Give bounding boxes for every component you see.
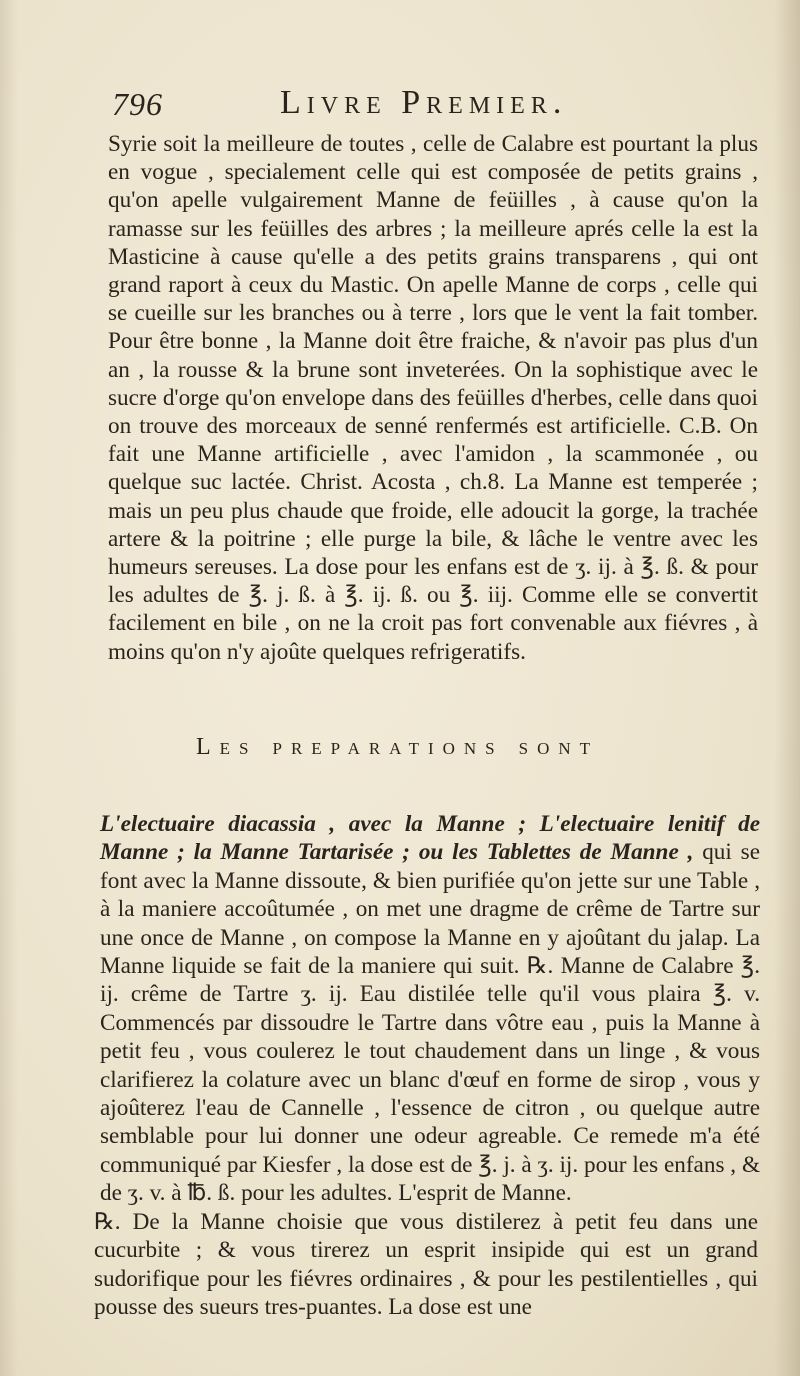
page-header [112, 80, 632, 124]
running-head: Livre Premier. [280, 84, 568, 121]
page-shadow-right [774, 0, 800, 1376]
preparation-description: qui se font avec la Manne dissoute, & bien purifiée qu'on jette sur une Table , à la maniere accoûtumée , on met une dragme de crême de Tartre sur une once de Manne , on compose la Manne en y ajoûtant du jalap. La Manne liquide se fait de la maniere qui suit. ℞. Manne de Calabre ℥. ij. crême de Tartre ʒ. ij. Eau distilée telle qu'il vous plaira ℥. v. Commencés par dissoudre le Tartre dans vôtre eau , puis la Manne à petit feu , vous coulerez le tout chaudement dans un linge , & vous clarifierez la colature avec un blanc d'œuf en forme de sirop , vous y ajoûterez l'eau de Cannelle , l'essence de citron , ou quelque autre semblable pour lui donner une odeur agreable. Ce remede m'a été communiqué par Kiesfer , la dose est de ℥. j. à ʒ. ij. pour les enfans , & de ʒ. v. à ℔. ß. pour les adultes. L'esprit de Manne. [100, 839, 760, 1207]
paragraph-manna-description [108, 130, 758, 666]
paragraph-preparations-text [100, 810, 760, 1208]
paragraph-preparations [100, 810, 760, 1208]
paragraph-spirit-of-manna [94, 1208, 758, 1322]
section-heading: Les preparations sont [196, 734, 600, 760]
page-number: 796 [112, 86, 163, 122]
preparation-names: L'electuaire diacassia , avec la Manne ; L'electuaire lenitif de Manne ; la Manne Tartarisée ; ou les Tablettes de Manne , [100, 811, 760, 866]
paragraph-spirit-text: ℞. De la Manne choisie que vous distilerez à petit feu dans une cucurbite ; & vous tirerez un esprit insipide qui est un grand sudorifique pour les fiévres ordinaires , & pour les pestilentielles , qui pousse des sueurs tres-puantes. La dose est une [94, 1209, 758, 1321]
page-shadow-left [0, 0, 18, 1376]
paragraph-text: Syrie soit la meilleure de toutes , celle de Calabre est pourtant la plus en vogue , specialement celle qui est composée de petits grains , qu'on apelle vulgairement Manne de feüilles , à cause qu'on la ramasse sur les feüilles des arbres ; la meilleure aprés celle la est la Masticine à cause qu'elle a des petits grains transparens , qui ont grand raport à ceux du Mastic. On apelle Manne de corps , celle qui se cueille sur les branches ou à terre , lors que le vent la fait tomber. Pour être bonne , la Manne doit être fraiche, & n'avoir pas plus d'un an , la rousse & la brune sont inveterées. On la sophistique avec le sucre d'orge qu'on envelope dans des feüilles d'herbes, celle dans quoi on trouve des morceaux de senné renfermés est artificielle. C.B. On fait une Manne artificielle , avec l'amidon , la scammonée , ou quelque suc lactée. Christ. Acosta , ch.8. La Manne est temperée ; mais un peu plus chaude que froide, elle adoucit la gorge, la trachée artere & la poitrine ; elle purge la bile, & lâche le ventre avec les humeurs sereuses. La dose pour les enfans est de ʒ. ij. à ℥. ß. & pour les adultes de ℥. j. ß. à ℥. ij. ß. ou ℥. iij. Comme elle se convertit facilement en bile , on ne la croit pas fort convenable aux fiévres , à moins qu'on n'y ajoûte quelques refrigeratifs. [108, 131, 758, 665]
